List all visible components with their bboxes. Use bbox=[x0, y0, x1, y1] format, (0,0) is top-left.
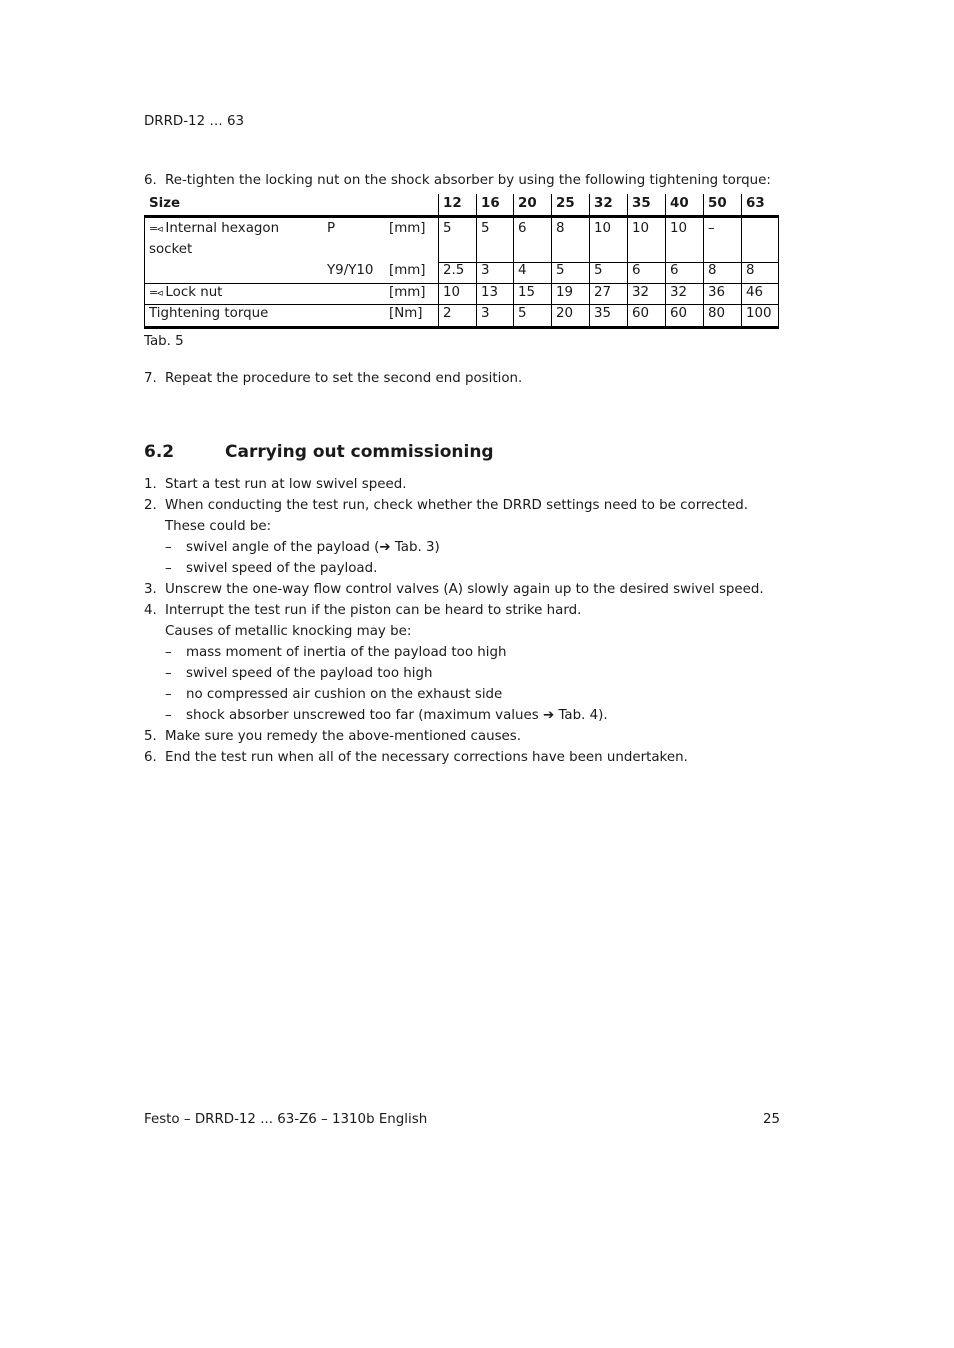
arrow-right-icon: ➔ bbox=[379, 540, 391, 555]
size-col-header: 63 bbox=[746, 196, 765, 211]
table-cell: 4 bbox=[518, 263, 527, 278]
size-col-header: 35 bbox=[632, 196, 651, 211]
step-number: 1. bbox=[144, 477, 157, 492]
step-text: Repeat the procedure to set the second end position. bbox=[165, 371, 523, 386]
step-text: Interrupt the test run if the piston can be heard to strike hard. bbox=[165, 603, 582, 618]
step-text-cont: Causes of metallic knocking may be: bbox=[165, 624, 412, 639]
row-label: Tightening torque bbox=[149, 306, 269, 321]
table-cell: 20 bbox=[556, 306, 574, 321]
variant: Y9/Y10 bbox=[327, 263, 374, 278]
size-header: Size bbox=[149, 196, 181, 211]
table-caption: Tab. 5 bbox=[144, 334, 184, 349]
table-cell: 60 bbox=[670, 306, 688, 321]
step-text: End the test run when all of the necessary corrections have been undertaken. bbox=[165, 750, 688, 765]
step-text: When conducting the test run, check whether the DRRD settings need to be corrected. bbox=[165, 498, 749, 513]
arrow-right-icon: ➔ bbox=[542, 708, 555, 723]
bullet-dash: – bbox=[165, 687, 172, 702]
bullet-text: no compressed air cushion on the exhaust side bbox=[186, 687, 503, 702]
table-cell: 13 bbox=[481, 285, 499, 300]
step-number: 5. bbox=[144, 729, 157, 744]
step-text: Unscrew the one-way flow control valves (A) slowly again up to the desired swivel speed. bbox=[165, 582, 764, 597]
table-cell: 6 bbox=[670, 263, 679, 278]
table-cell: 10 bbox=[632, 221, 650, 236]
wrench-icon: =⪦ bbox=[149, 222, 163, 235]
size-col-header: 16 bbox=[481, 196, 500, 211]
table-cell: – bbox=[708, 221, 715, 236]
size-col-header: 20 bbox=[518, 196, 537, 211]
footer-doc-info: Festo – DRRD-12 ... 63-Z6 – 1310b English bbox=[144, 1112, 428, 1127]
unit: [mm] bbox=[389, 263, 426, 278]
table-cell: 36 bbox=[708, 285, 726, 300]
table-cell: 6 bbox=[518, 221, 527, 236]
unit: [mm] bbox=[389, 221, 426, 236]
table-cell: 27 bbox=[594, 285, 612, 300]
size-col-header: 50 bbox=[708, 196, 727, 211]
section-title: Carrying out commissioning bbox=[225, 442, 494, 462]
tab-4-reference[interactable]: Tab. 4). bbox=[558, 708, 608, 723]
table-cell: 5 bbox=[481, 221, 490, 236]
variant: P bbox=[327, 221, 336, 236]
bullet-dash: – bbox=[165, 645, 172, 660]
step-number: 7. bbox=[144, 371, 157, 386]
table-cell: 3 bbox=[481, 306, 490, 321]
table-cell: 46 bbox=[746, 285, 764, 300]
table-cell: 15 bbox=[518, 285, 536, 300]
page-number: 25 bbox=[763, 1112, 781, 1127]
table-cell: 5 bbox=[556, 263, 565, 278]
size-col-header: 12 bbox=[443, 196, 462, 211]
wrench-icon: =⪦ bbox=[149, 286, 163, 299]
bullet-dash: – bbox=[165, 561, 172, 576]
table-cell: 2.5 bbox=[443, 263, 465, 278]
bullet-text: shock absorber unscrewed too far (maximum values ➔ Tab. 4). bbox=[186, 708, 608, 723]
table-cell: 10 bbox=[670, 221, 688, 236]
torque-table bbox=[144, 194, 779, 330]
table-cell: 10 bbox=[594, 221, 612, 236]
table-cell: 35 bbox=[594, 306, 612, 321]
row-label: =⪦ Lock nut bbox=[149, 285, 223, 300]
step-text: Re-tighten the locking nut on the shock absorber by using the following tightening torque: bbox=[165, 173, 771, 188]
row-label-cont: socket bbox=[149, 242, 193, 257]
step-text: Make sure you remedy the above-mentioned causes. bbox=[165, 729, 522, 744]
table-cell: 8 bbox=[746, 263, 755, 278]
size-col-header: 40 bbox=[670, 196, 689, 211]
bullet-dash: – bbox=[165, 540, 172, 555]
running-header: DRRD-12 … 63 bbox=[144, 114, 245, 129]
table-cell: 10 bbox=[443, 285, 461, 300]
table-cell: 3 bbox=[481, 263, 490, 278]
table-cell: 8 bbox=[556, 221, 565, 236]
table-cell: 5 bbox=[518, 306, 527, 321]
table-cell: 8 bbox=[708, 263, 717, 278]
table-cell: 19 bbox=[556, 285, 574, 300]
step-number: 3. bbox=[144, 582, 157, 597]
row-label: =⪦ Internal hexagon bbox=[149, 221, 280, 236]
table-cell: 5 bbox=[443, 221, 452, 236]
bullet-text: mass moment of inertia of the payload too high bbox=[186, 645, 507, 660]
unit: [mm] bbox=[389, 285, 426, 300]
table-cell: 60 bbox=[632, 306, 650, 321]
bullet-text: swivel angle of the payload (➔ Tab. 3) bbox=[186, 540, 440, 555]
table-cell: 5 bbox=[594, 263, 603, 278]
step-text: Start a test run at low swivel speed. bbox=[165, 477, 407, 492]
bullet-text: swivel speed of the payload too high bbox=[186, 666, 433, 681]
step-text-cont: These could be: bbox=[165, 519, 272, 534]
table-cell: 32 bbox=[670, 285, 688, 300]
step-number: 6. bbox=[144, 750, 157, 765]
size-col-header: 32 bbox=[594, 196, 613, 211]
bullet-dash: – bbox=[165, 666, 172, 681]
unit: [Nm] bbox=[389, 306, 423, 321]
size-col-header: 25 bbox=[556, 196, 575, 211]
table-cell: 100 bbox=[746, 306, 772, 321]
table-cell: 32 bbox=[632, 285, 650, 300]
table-cell: 2 bbox=[443, 306, 452, 321]
step-number: 2. bbox=[144, 498, 157, 513]
step-number: 6. bbox=[144, 173, 157, 188]
table-cell: 6 bbox=[632, 263, 641, 278]
table-cell: 80 bbox=[708, 306, 726, 321]
step-number: 4. bbox=[144, 603, 157, 618]
section-number: 6.2 bbox=[144, 442, 175, 462]
tab-3-reference[interactable]: Tab. 3) bbox=[394, 540, 440, 555]
bullet-dash: – bbox=[165, 708, 172, 723]
bullet-text: swivel speed of the payload. bbox=[186, 561, 378, 576]
